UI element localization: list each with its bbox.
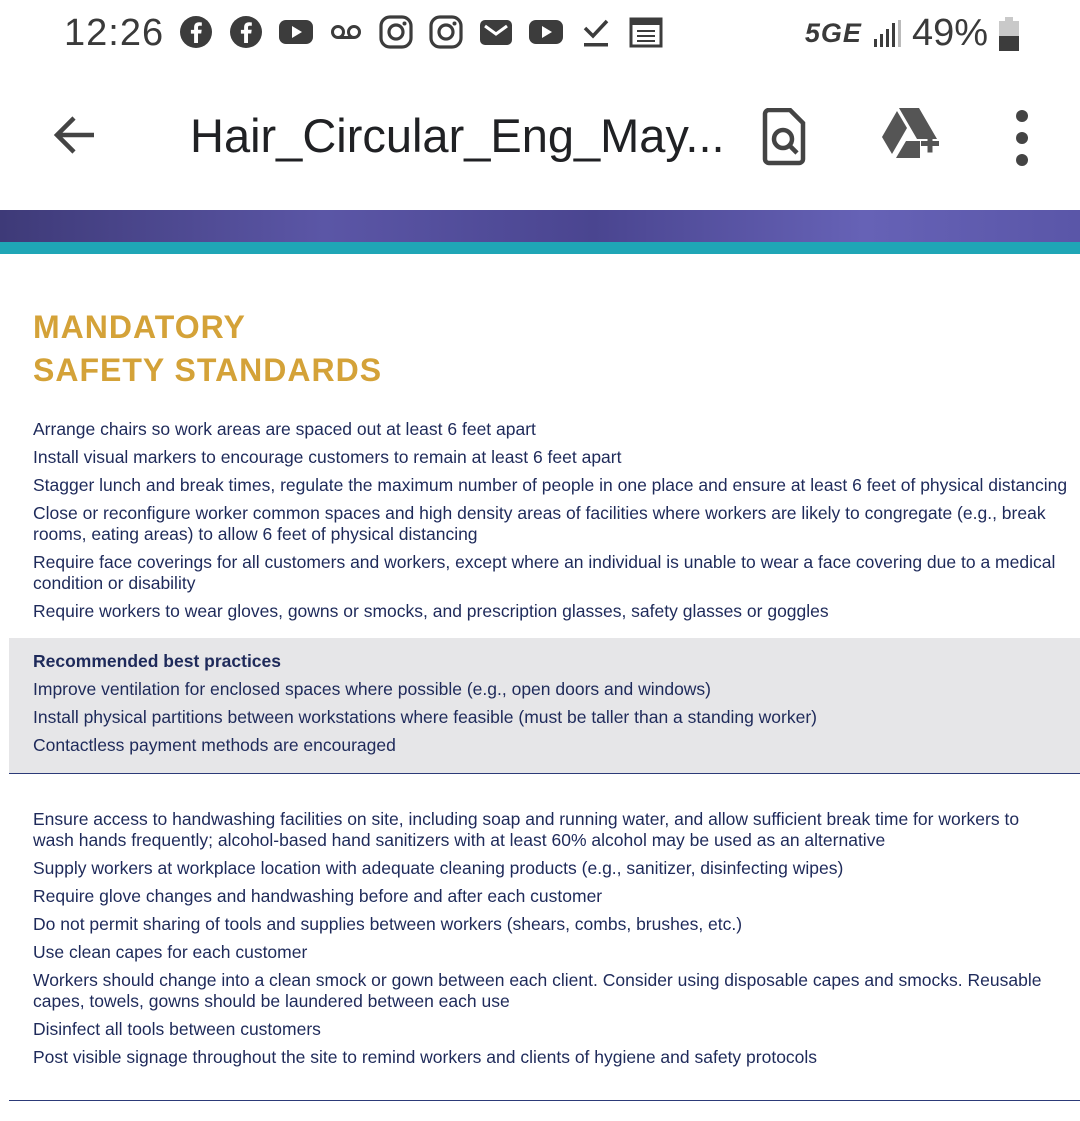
recommended-practices-box <box>9 638 1080 774</box>
heading-line-1: MANDATORY <box>33 309 246 345</box>
mandatory-list <box>33 419 1073 629</box>
list-item: Supply workers at workplace location with adequate cleaning products (e.g., sanitizer, disinfecting wipes) <box>33 858 844 878</box>
recommended-title: Recommended best practices <box>33 651 282 671</box>
app-bar <box>0 70 1080 210</box>
signal-icon <box>872 19 902 49</box>
list-item: Disinfect all tools between customers <box>33 1019 321 1039</box>
download-done-icon <box>578 14 614 50</box>
list-item: Arrange chairs so work areas are spaced out at least 6 feet apart <box>33 419 536 439</box>
clock: 12:26 <box>64 12 165 54</box>
list-item: Stagger lunch and break times, regulate the maximum number of people in one place and ensure at least 6 feet of physical distancing <box>33 475 1068 495</box>
accent-strip <box>0 242 1080 254</box>
voicemail-icon <box>328 14 364 50</box>
youtube-icon <box>278 14 314 50</box>
find-in-page-button[interactable] <box>760 108 808 166</box>
list-item: Require glove changes and handwashing before and after each customer <box>33 886 603 906</box>
mail-icon <box>478 14 514 50</box>
document-title: Hair_Circular_Eng_May... <box>190 109 725 162</box>
list-item: Require face coverings for all customers and workers, except where an individual is unable to wear a face covering due to a medical condition or disability <box>33 552 1056 593</box>
list-item: Require workers to wear gloves, gowns or smocks, and prescription glasses, safety glasses or goggles <box>33 601 829 621</box>
list-item: Close or reconfigure worker common spaces and high density areas of facilities where workers are likely to congregate (e.g., break rooms, eating areas) to allow 6 feet of physical distancing <box>33 503 1046 544</box>
recommended-list <box>33 651 817 763</box>
instagram-icon <box>378 14 414 50</box>
find-in-page-icon <box>760 108 808 166</box>
more-options-icon <box>1008 110 1036 166</box>
list-item: Improve ventilation for enclosed spaces where possible (e.g., open doors and windows) <box>33 679 712 699</box>
youtube-icon <box>528 14 564 50</box>
notification-icons <box>178 14 664 50</box>
add-to-drive-button[interactable] <box>880 106 942 162</box>
back-button[interactable] <box>50 110 100 160</box>
list-item: Install physical partitions between workstations where feasible (must be taller than a standing worker) <box>33 707 817 727</box>
more-options-button[interactable] <box>1008 110 1036 166</box>
divider <box>9 1100 1080 1101</box>
list-item: Use clean capes for each customer <box>33 942 308 962</box>
network-type: 5GE <box>804 18 862 48</box>
battery-icon <box>998 16 1020 52</box>
list-item: Post visible signage throughout the site to remind workers and clients of hygiene and safety protocols <box>33 1047 818 1067</box>
list-item: Do not permit sharing of tools and supplies between workers (shears, combs, brushes, etc.) <box>33 914 743 934</box>
facebook-icon <box>178 14 214 50</box>
heading-line-2: SAFETY STANDARDS <box>33 352 383 388</box>
status-bar <box>0 0 1080 70</box>
add-to-drive-icon <box>880 106 942 162</box>
header-banner-image <box>0 210 1080 242</box>
calendar-icon <box>628 14 664 50</box>
hygiene-list <box>33 809 1063 1075</box>
list-item: Install visual markers to encourage customers to remain at least 6 feet apart <box>33 447 622 467</box>
system-status <box>805 12 1020 55</box>
instagram-icon <box>428 14 464 50</box>
list-item: Workers should change into a clean smock or gown between each client. Consider using disposable capes and smocks. Reusable capes, towels, gowns should be laundered between each use <box>33 970 1042 1011</box>
list-item: Contactless payment methods are encouraged <box>33 735 396 755</box>
section-heading <box>33 306 382 392</box>
list-item: Ensure access to handwashing facilities on site, including soap and running water, and allow sufficient break time for workers to wash hands frequently; alcohol-based hand sanitizers with at least 60% alcohol may be used as an alternative <box>33 809 1020 850</box>
battery-percent: 49% <box>911 12 988 54</box>
back-arrow-icon <box>50 110 100 160</box>
facebook-icon <box>228 14 264 50</box>
